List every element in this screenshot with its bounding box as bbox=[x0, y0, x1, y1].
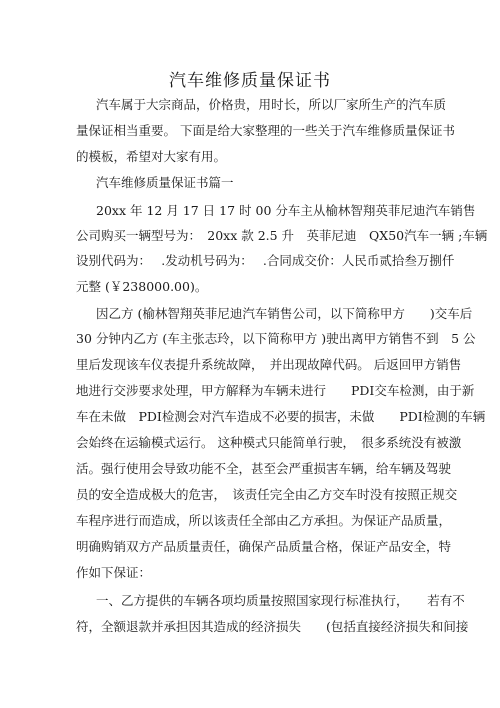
document-title: 汽车维修质量保证书 bbox=[169, 71, 331, 91]
paragraph-line: 地进行交涉要求处理，甲方解释为车辆未进行 PDI交车检测，由于新 bbox=[76, 383, 475, 398]
paragraph-line: 符，全额退款并承担因其造成的经济损失 (包括直接经济损失和间接 bbox=[76, 619, 469, 634]
paragraph-line: 20xx 年 12 月 17 日 17 时 00 分车主从榆林智翔英菲尼迪汽车销售 bbox=[96, 203, 476, 218]
paragraph-line: 明确购销双方产品质量责任，确保产品质量合格，保证产品安全，特 bbox=[76, 539, 452, 554]
paragraph-line: 车在未做 PDI检测会对汽车造成不必要的损害，未做 PDI检测的车辆 bbox=[76, 409, 486, 424]
paragraph-line: 元整 (￥238000.00)。 bbox=[76, 279, 208, 294]
paragraph-line: 30 分钟内乙方 (车主张志玲，以下简称甲方 )驶出离甲方销售不到 5 公 bbox=[76, 331, 476, 346]
paragraph-line: 会始终在运输模式运行。 这种模式只能简单行驶， 很多系统没有被激 bbox=[76, 435, 462, 450]
paragraph-line: 车程序进行而造成，所以该责任全部由乙方承担。为保证产品质量， bbox=[76, 513, 452, 528]
section-heading: 汽车维修质量保证书篇一 bbox=[96, 175, 234, 190]
paragraph-line: 里后发现该车仪表提升系统故障， 并出现故障代码。 后返回甲方销售 bbox=[76, 357, 462, 372]
paragraph-line: 活。强行使用会导致功能不全，甚至会严重损害车辆，给车辆及驾驶 bbox=[76, 461, 452, 476]
paragraph-line: 作如下保证： bbox=[76, 565, 152, 580]
paragraph-line: 一、乙方提供的车辆各项均质量按照国家现行标准执行， 若有不 bbox=[96, 593, 465, 608]
paragraph-line: 汽车属于大宗商品，价格贵，用时长，所以厂家所生产的汽车质 bbox=[96, 97, 447, 112]
paragraph-line: 设别代码为： .发动机号码为： .合同成交价：人民币贰拾叁万捌仟 bbox=[76, 253, 455, 268]
paragraph-line: 员的安全造成极大的危害， 该责任完全由乙方交车时没有按照正规交 bbox=[76, 487, 458, 502]
paragraph-line: 因乙方 (榆林智翔英菲尼迪汽车销售公司，以下简称甲方 )交车后 bbox=[96, 306, 473, 321]
paragraph-line: 量保证相当重要。 下面是给大家整理的一些关于汽车维修质量保证书 bbox=[76, 123, 455, 138]
paragraph-line: 公司购买一辆型号为： 20xx 款 2.5 升 英菲尼迪 QX50汽车一辆 ;车辆 bbox=[76, 228, 488, 243]
paragraph-line: 的模板，希望对大家有用。 bbox=[76, 149, 227, 164]
